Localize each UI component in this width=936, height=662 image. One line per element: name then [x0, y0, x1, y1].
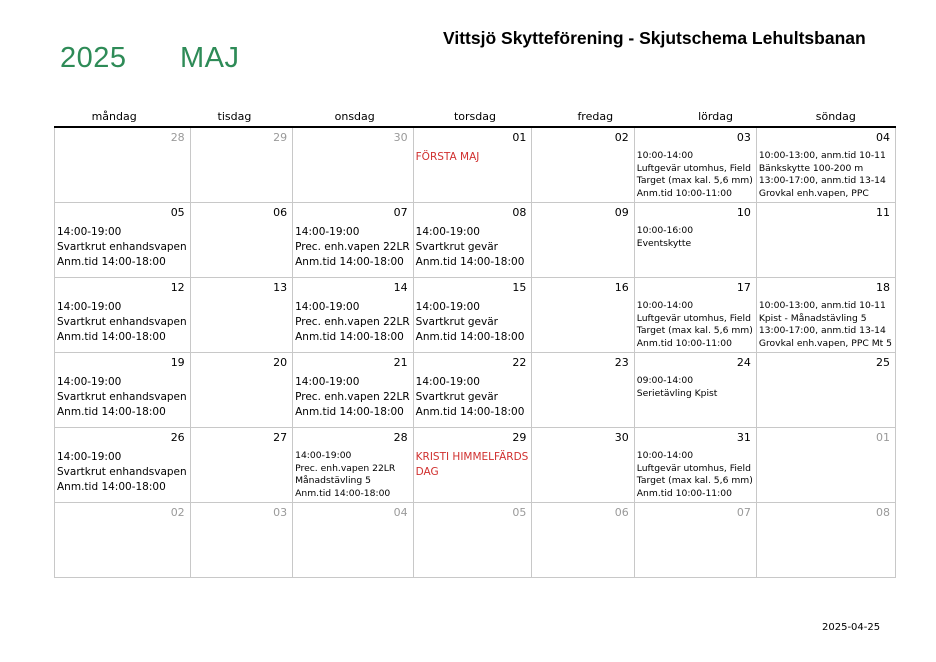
weekday-monday: måndag	[91, 110, 137, 123]
day-cell	[55, 353, 191, 428]
event-text: 14:00-19:00 Svartkrut gevär Anm.tid 14:00-18:00	[415, 301, 525, 343]
day-number: 08	[512, 206, 527, 219]
event-text: 14:00-19:00 Svartkrut gevär Anm.tid 14:00-18:00	[415, 226, 525, 268]
day-cell	[55, 203, 191, 278]
day-number: 17	[736, 281, 751, 294]
day-number: 30	[393, 131, 408, 144]
event-text: 14:00-19:00 Svartkrut enhandsvapen Anm.tid 14:00-18:00	[57, 226, 187, 268]
day-number: 26	[170, 431, 185, 444]
day-cell	[55, 503, 191, 578]
day-cell	[635, 503, 757, 578]
day-number: 03	[736, 131, 751, 144]
weekday-header	[54, 108, 896, 128]
day-number: 25	[876, 356, 890, 369]
day-number: 27	[273, 431, 288, 444]
day-cell	[635, 203, 757, 278]
day-number: 29	[512, 431, 527, 444]
day-cell	[414, 428, 533, 503]
day-cell	[757, 203, 896, 278]
day-number: 11	[876, 206, 890, 219]
weekday-sunday: söndag	[815, 110, 856, 123]
day-cell	[191, 203, 293, 278]
day-number: 23	[614, 356, 629, 369]
day-number: 07	[393, 206, 408, 219]
day-number: 04	[393, 506, 408, 519]
day-cell	[532, 428, 634, 503]
day-cell	[191, 128, 293, 203]
event-text: 10:00-14:00 Luftgevär utomhus, Field Target (max kal. 5,6 mm) Anm.tid 10:00-11:00	[636, 300, 753, 349]
day-number: 08	[876, 506, 890, 519]
day-cell	[293, 278, 414, 353]
weekday-saturday: lördag	[698, 110, 733, 123]
month-label: MAJ	[180, 42, 240, 74]
day-cell	[55, 128, 191, 203]
day-number: 29	[273, 131, 288, 144]
event-text: 14:00-19:00 Prec. enh.vapen 22LR Månadstävling 5 Anm.tid 14:00-18:00	[295, 450, 396, 499]
day-cell	[414, 128, 533, 203]
day-cell	[414, 503, 533, 578]
day-number: 16	[614, 281, 629, 294]
day-number: 05	[170, 206, 185, 219]
day-number: 04	[876, 131, 890, 144]
day-number: 20	[273, 356, 288, 369]
day-cell	[414, 203, 533, 278]
day-number: 21	[393, 356, 408, 369]
day-cell	[191, 503, 293, 578]
day-number: 12	[170, 281, 185, 294]
day-number: 02	[170, 506, 185, 519]
day-number: 14	[393, 281, 408, 294]
day-number: 03	[273, 506, 288, 519]
day-cell	[191, 278, 293, 353]
day-number: 01	[876, 431, 890, 444]
calendar-grid	[54, 128, 896, 578]
day-cell	[293, 128, 414, 203]
day-number: 06	[273, 206, 288, 219]
day-number: 07	[736, 506, 751, 519]
day-cell	[191, 428, 293, 503]
event-text: 10:00-14:00 Luftgevär utomhus, Field Target (max kal. 5,6 mm) Anm.tid 10:00-11:00	[636, 450, 753, 499]
day-cell	[293, 428, 414, 503]
day-number: 24	[736, 356, 751, 369]
footer-date: 2025-04-25	[822, 622, 881, 633]
day-number: 28	[170, 131, 185, 144]
weekday-thursday: torsdag	[453, 110, 496, 123]
day-number: 19	[170, 356, 185, 369]
day-number: 01	[512, 131, 527, 144]
day-cell	[532, 278, 634, 353]
event-text: 14:00-19:00 Svartkrut enhandsvapen Anm.tid 14:00-18:00	[57, 376, 187, 418]
holiday-label: KRISTI HIMMELFÄRDS DAG	[415, 451, 529, 478]
day-number: 18	[876, 281, 890, 294]
day-number: 31	[736, 431, 751, 444]
event-text: 10:00-16:00 Eventskytte	[636, 225, 694, 249]
day-number: 02	[614, 131, 629, 144]
day-cell	[635, 353, 757, 428]
day-cell	[293, 503, 414, 578]
day-cell	[635, 128, 757, 203]
day-cell	[757, 428, 896, 503]
event-text: 14:00-19:00 Svartkrut enhandsvapen Anm.tid 14:00-18:00	[57, 301, 187, 343]
year-label: 2025	[60, 42, 127, 74]
day-cell	[414, 278, 533, 353]
day-number: 13	[273, 281, 288, 294]
day-number: 22	[512, 356, 527, 369]
day-cell	[414, 353, 533, 428]
day-cell	[757, 278, 896, 353]
event-text: 10:00-13:00, anm.tid 10-11 Bänkskytte 100-200 m 13:00-17:00, anm.tid 13-14 Grovkal enh.vapen, PPC	[758, 150, 886, 199]
day-cell	[55, 278, 191, 353]
day-number: 28	[393, 431, 408, 444]
day-number: 10	[736, 206, 751, 219]
event-text: 09:00-14:00 Serietävling Kpist	[636, 375, 718, 399]
event-text: 14:00-19:00 Prec. enh.vapen 22LR Anm.tid 14:00-18:00	[295, 301, 410, 343]
day-cell	[293, 353, 414, 428]
day-cell	[757, 503, 896, 578]
day-cell	[757, 128, 896, 203]
day-cell	[532, 203, 634, 278]
holiday-label: FÖRSTA MAJ	[415, 151, 480, 163]
event-text: 14:00-19:00 Prec. enh.vapen 22LR Anm.tid 14:00-18:00	[295, 226, 410, 268]
day-cell	[635, 428, 757, 503]
event-text: 10:00-13:00, anm.tid 10-11 Kpist - Månadstävling 5 13:00-17:00, anm.tid 13-14 Grovkal enh.vapen, PPC Mt 5	[758, 300, 892, 349]
day-cell	[532, 503, 634, 578]
day-number: 09	[614, 206, 629, 219]
day-number: 06	[614, 506, 629, 519]
weekday-tuesday: tisdag	[217, 110, 252, 123]
day-cell	[757, 353, 896, 428]
event-text: 14:00-19:00 Svartkrut enhandsvapen Anm.tid 14:00-18:00	[57, 451, 187, 493]
day-cell	[532, 353, 634, 428]
event-text: 10:00-14:00 Luftgevär utomhus, Field Target (max kal. 5,6 mm) Anm.tid 10:00-11:00	[636, 150, 753, 199]
weekday-friday: fredag	[577, 110, 614, 123]
day-cell	[191, 353, 293, 428]
day-number: 05	[512, 506, 527, 519]
weekday-wednesday: onsdag	[334, 110, 375, 123]
event-text: 14:00-19:00 Prec. enh.vapen 22LR Anm.tid 14:00-18:00	[295, 376, 410, 418]
day-cell	[293, 203, 414, 278]
calendar	[54, 108, 896, 578]
event-text: 14:00-19:00 Svartkrut gevär Anm.tid 14:00-18:00	[415, 376, 525, 418]
day-number: 30	[614, 431, 629, 444]
day-number: 15	[512, 281, 527, 294]
day-cell	[55, 428, 191, 503]
day-cell	[532, 128, 634, 203]
page-title: Vittsjö Skytteförening - Skjutschema Lehultsbanan	[443, 28, 866, 48]
day-cell	[635, 278, 757, 353]
